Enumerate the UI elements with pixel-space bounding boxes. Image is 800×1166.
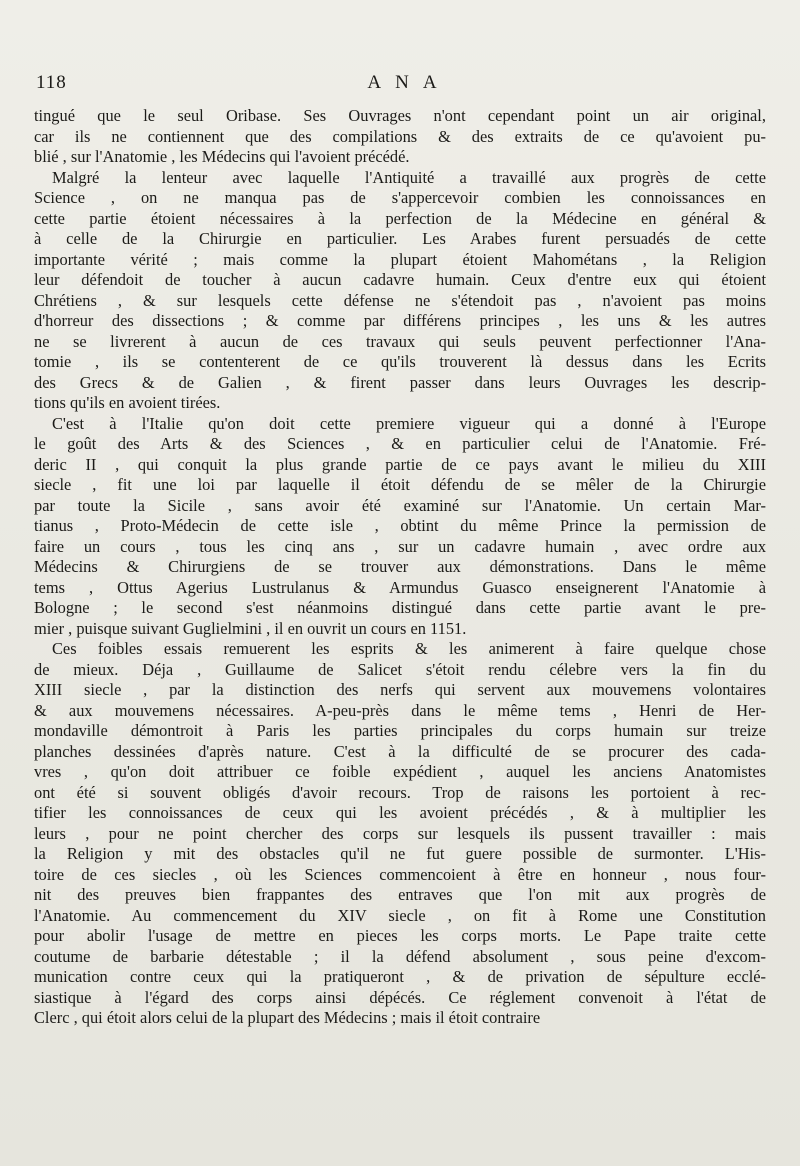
text-line: leur défendoit de toucher à aucun cadavre humain. Ceux d'entre eux qui étoient (34, 270, 766, 289)
body-text (34, 106, 766, 1029)
text-line: & aux mouvemens nécessaires. A-peu-près dans le même tems , Henri de Her- (34, 700, 766, 720)
text-line: mondaville démontroit à Paris les parties principales du corps humain sur treize (34, 721, 766, 740)
text-line: tifier les connoissances de ceux qui les avoient précédés , & à multiplier les (34, 803, 766, 822)
text-line: pour abolir l'usage de mettre en pieces les corps morts. Le Pape traite cette (34, 926, 766, 945)
text-line: Médecins & Chirurgiens de se trouver aux démonstrations. Dans le même (34, 557, 766, 576)
text-line: Chrétiens , & sur lesquels cette défense ne s'étendoit pas , n'avoient pas moins (34, 290, 766, 310)
text-line: C'est à l'Italie qu'on doit cette premiere vigueur qui a donné à l'Europe (52, 413, 766, 433)
text-line: XIII siecle , par la distinction des nerfs qui servent aux mouvemens volontaires (34, 680, 766, 699)
text-line: tianus , Proto-Médecin de cette isle , obtint du même Prince la permission de (34, 516, 766, 535)
text-line: par toute la Sicile , sans avoir été examiné sur l'Anatomie. Un certain Mar- (34, 495, 766, 515)
text-line: de mieux. Déja , Guillaume de Salicet s'étoit rendu célebre vers la fin du (34, 659, 766, 679)
text-line: à celle de la Chirurgie en particulier. Les Arabes furent persuadés de cette (34, 229, 766, 248)
text-line: tingué que le seul Oribase. Ses Ouvrages n'ont cependant point un air original, (34, 106, 766, 125)
text-line: vres , qu'on doit attribuer ce foible expédient , auquel les anciens Anatomistes (34, 762, 766, 781)
text-line: siastique à l'égard des corps ainsi dépécés. Ce réglement convenoit à l'état de (34, 987, 766, 1007)
text-line: Bologne ; le second s'est néanmoins distingué dans cette partie avant le pre- (34, 598, 766, 617)
text-line: Ces foibles essais remuerent les esprits & les animerent à faire quelque chose (52, 639, 766, 658)
text-line: cette partie étoient nécessaires à la perfection de la Médecine en général & (34, 208, 766, 228)
text-line: l'Anatomie. Au commencement du XIV siecle , on fit à Rome une Constitution (34, 905, 766, 925)
text-line: des Grecs & de Galien , & firent passer dans leurs Ouvrages les descrip- (34, 372, 766, 392)
text-line: le goût des Arts & des Sciences , & en particulier celui de l'Anatomie. Fré- (34, 434, 766, 453)
text-line: deric II , qui conquit la plus grande partie de ce pays avant le milieu du XIII (34, 454, 766, 474)
text-line: nit des preuves bien frappantes des entraves que l'on mit aux progrès de (34, 885, 766, 904)
text-line: ne se livrerent à aucun de ces travaux qui seuls peuvent perfectionner l'Ana- (34, 331, 766, 351)
text-line: tomie , ils se contenterent de ce qu'ils trouverent là dessus dans les Ecrits (34, 352, 766, 371)
text-line: mier , puisque suivant Guglielmini , il en ouvrit un cours en 1151. (34, 618, 467, 638)
running-head: ANA (367, 72, 451, 93)
text-line: d'horreur des dissections ; & comme par différens principes , les uns & les autres (34, 311, 766, 330)
text-line: leurs , pour ne point chercher des corps sur lesquels ils pussent travailler : mais (34, 823, 766, 843)
text-line: Malgré la lenteur avec laquelle l'Antiquité a travaillé aux progrès de cette (52, 167, 766, 187)
text-line: Clerc , qui étoit alors celui de la plupart des Médecins ; mais il étoit contraire (34, 1008, 541, 1027)
page-header (36, 72, 768, 98)
text-line: tions qu'ils en avoient tirées. (34, 393, 221, 412)
text-line: faire un cours , tous les cinq ans , sur un cadavre humain , avec ordre aux (34, 536, 766, 556)
text-line: siecle , fit une loi par laquelle il étoit défendu de se mêler de la Chirurgie (34, 475, 766, 494)
text-line: importante vérité ; mais comme la plupart étoient Mahométans , la Religion (34, 249, 766, 269)
text-line: ont été si souvent obligés d'avoir recours. Trop de raisons les portoient à rec- (34, 782, 766, 802)
text-line: planches dessinées d'après nature. C'est à la difficulté de se procurer des cada- (34, 741, 766, 761)
text-line: tems , Ottus Agerius Lustrulanus & Armundus Guasco enseignerent l'Anatomie à (34, 577, 766, 597)
text-line: car ils ne contiennent que des compilations & des extraits de ce qu'avoient pu- (34, 126, 766, 146)
text-line: coutume de barbarie détestable ; il la défend absolument , sous peine d'excom- (34, 946, 766, 966)
text-line: toire de ces siecles , où les Sciences commencoient à être en honneur , nous four- (34, 864, 766, 884)
text-line: Science , on ne manqua pas de s'appercevoir combien les connoissances en (34, 188, 766, 207)
page-number: 118 (36, 72, 67, 93)
text-line: munication contre ceux qui la pratiqueront , & de privation de sépulture ecclé- (34, 967, 766, 986)
text-line: blié , sur l'Anatomie , les Médecins qui l'avoient précédé. (34, 147, 410, 166)
text-line: la Religion y mit des obstacles qu'il ne fut guere possible de surmonter. L'His- (34, 844, 766, 863)
